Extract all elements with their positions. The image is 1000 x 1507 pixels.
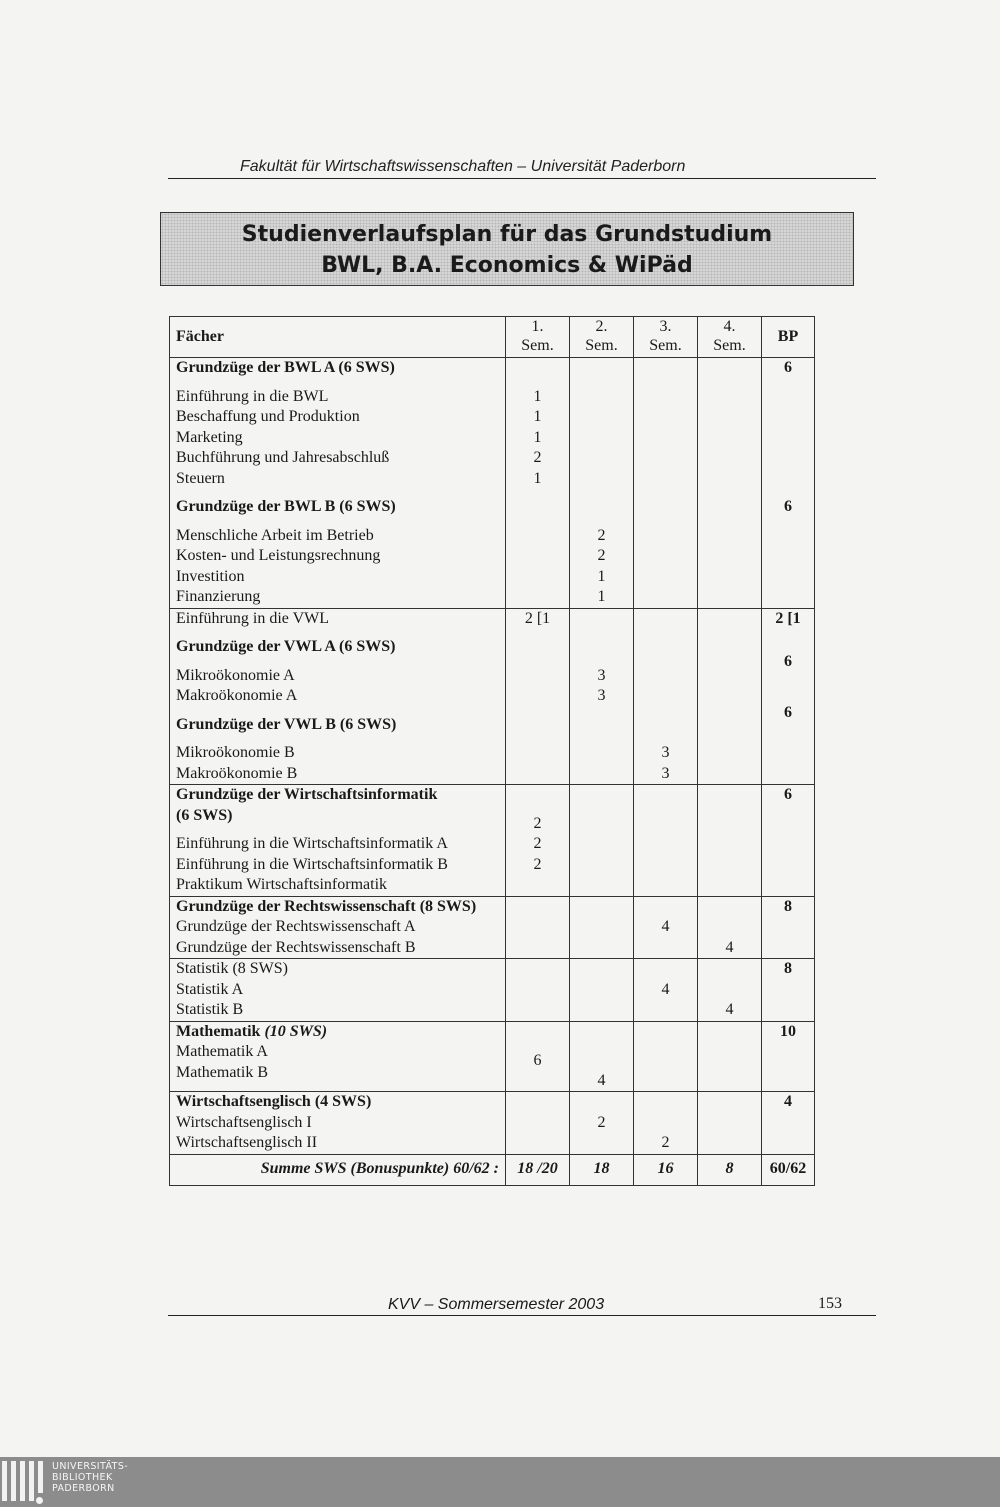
bp-cell-bwl	[762, 358, 815, 609]
title-box	[160, 212, 854, 286]
sem4-cell-bwl	[698, 358, 762, 609]
subject-vwl-intro: Einführung in die VWL	[176, 609, 330, 627]
footer-rule	[168, 1315, 876, 1316]
group-title-vwl-b: Grundzüge der VWL B (6 SWS)	[176, 715, 397, 733]
table-row-vwl	[170, 608, 815, 785]
col-header-sem-3	[634, 317, 698, 358]
sem2-cell-eng	[570, 1092, 634, 1155]
sem2-cell-wi	[570, 785, 634, 897]
value: 4	[597, 1071, 606, 1089]
value: 2	[597, 526, 606, 544]
subject-bwl-a-1: Einführung in die BWL	[176, 387, 329, 405]
sem4-cell-eng	[698, 1092, 762, 1155]
value: 1	[597, 567, 606, 585]
sem-1-label: Sem.	[521, 337, 554, 354]
subject-stat-1: Statistik A	[176, 980, 244, 998]
sem1-cell-eng	[506, 1092, 570, 1155]
sem1-cell-stat	[506, 959, 570, 1022]
subject-cell-rw	[170, 896, 506, 959]
value: 4	[661, 980, 670, 998]
subject-cell-math	[170, 1021, 506, 1092]
sem-1-number: 1.	[531, 318, 544, 335]
subject-bwl-b-3: Investition	[176, 567, 245, 585]
sem3-cell-stat	[634, 959, 698, 1022]
title-line-1: Studienverlaufsplan für das Grundstudium	[241, 222, 773, 247]
sum-sem-3: 16	[634, 1154, 698, 1185]
subject-cell-bwl	[170, 358, 506, 609]
value: 3	[597, 666, 606, 684]
title-line-2: BWL, B.A. Economics & WiPäd	[321, 253, 693, 278]
page-header: Fakultät für Wirtschaftswissenschaften – Universität Paderborn	[240, 158, 686, 175]
bp-cell-vwl	[762, 608, 815, 785]
bp-math: 10	[780, 1022, 796, 1040]
bp-rw: 8	[784, 897, 792, 915]
bp-cell-math	[762, 1021, 815, 1092]
subject-math-2: Mathematik B	[176, 1063, 268, 1081]
bp-stat: 8	[784, 960, 792, 977]
group-title-bwl-b: Grundzüge der BWL B (6 SWS)	[176, 498, 396, 515]
sem-3-label: Sem.	[649, 337, 682, 354]
group-title-vwl-a: Grundzüge der VWL A (6 SWS)	[176, 638, 396, 655]
page-footer: KVV – Sommersemester 2003	[388, 1296, 605, 1313]
bp-bwl-b: 6	[784, 498, 792, 515]
sum-sem-4: 8	[698, 1154, 762, 1185]
value: 2	[597, 547, 606, 564]
sem3-cell-rw	[634, 896, 698, 959]
sem1-cell-rw	[506, 896, 570, 959]
table-row-math	[170, 1021, 815, 1092]
table-row-sum	[170, 1154, 815, 1185]
sem2-cell-rw	[570, 896, 634, 959]
sem-2-label: Sem.	[585, 337, 618, 354]
subject-vwl-b-1: Mikroökonomie B	[176, 744, 295, 761]
page-number: 153	[818, 1295, 842, 1312]
group-title-wi: Grundzüge der Wirtschaftsinformatik	[176, 786, 438, 803]
math-title: Mathematik	[176, 1022, 261, 1040]
sem4-cell-wi	[698, 785, 762, 897]
value: 1	[533, 469, 542, 487]
group-title-stat: Statistik (8 SWS)	[176, 960, 289, 977]
sem1-cell-math	[506, 1021, 570, 1092]
sem3-cell-vwl	[634, 608, 698, 785]
subject-bwl-a-5: Steuern	[176, 469, 225, 487]
value: 2 [1	[524, 609, 551, 627]
sem-3-number: 3.	[659, 318, 672, 335]
subject-bwl-a-4: Buchführung und Jahresabschluß	[176, 449, 390, 466]
bp-vwl-intro: 2 [1	[775, 609, 801, 627]
group-title-rw: Grundzüge der Rechtswissenschaft (8 SWS)	[176, 897, 477, 915]
sem3-cell-wi	[634, 785, 698, 897]
col-header-sem-1	[506, 317, 570, 358]
bp-vwl-b: 6	[784, 703, 792, 721]
sem2-cell-bwl	[570, 358, 634, 609]
subject-rw-1: Grundzüge der Rechtswissenschaft A	[176, 918, 416, 935]
col-header-bp: BP	[762, 317, 815, 358]
sem2-cell-stat	[570, 959, 634, 1022]
value: 6	[533, 1052, 542, 1069]
value: 4	[725, 938, 734, 956]
value: 2	[533, 449, 542, 466]
subject-vwl-b-2: Makroökonomie B	[176, 764, 298, 782]
sem1-cell-vwl	[506, 608, 570, 785]
library-logo-dot	[36, 1497, 43, 1504]
subject-bwl-a-3: Marketing	[176, 428, 243, 446]
col-header-subjects: Fächer	[170, 317, 506, 358]
sem4-cell-rw	[698, 896, 762, 959]
group-title-bwl-a: Grundzüge der BWL A (6 SWS)	[176, 359, 395, 376]
subject-math-1: Mathematik A	[176, 1043, 268, 1060]
math-title-sws: (10 SWS)	[264, 1022, 328, 1040]
bp-cell-stat	[762, 959, 815, 1022]
header-rule	[168, 178, 876, 179]
col-header-sem-4	[698, 317, 762, 358]
table-row-rw	[170, 896, 815, 959]
subject-stat-2: Statistik B	[176, 1001, 244, 1018]
subject-vwl-a-1: Mikroökonomie A	[176, 666, 295, 684]
value: 1	[597, 588, 606, 605]
subject-bwl-b-4: Finanzierung	[176, 588, 261, 605]
subject-cell-vwl	[170, 608, 506, 785]
sum-bp: 60/62	[762, 1154, 815, 1185]
value: 3	[661, 744, 670, 761]
subject-bwl-a-2: Beschaffung und Produktion	[176, 408, 360, 425]
subject-vwl-a-2: Makroökonomie A	[176, 687, 298, 704]
value: 1	[533, 428, 542, 446]
sem4-cell-stat	[698, 959, 762, 1022]
value: 1	[533, 408, 542, 425]
sem4-cell-math	[698, 1021, 762, 1092]
subject-wi-2: Einführung in die Wirtschaftsinformatik B	[176, 855, 448, 873]
table-row-wi	[170, 785, 815, 897]
bp-vwl-a: 6	[784, 652, 792, 670]
sem4-cell-vwl	[698, 608, 762, 785]
value: 4	[725, 1001, 734, 1018]
sem-2-number: 2.	[595, 318, 608, 335]
library-name-line-2: BIBLIOTHEK	[52, 1472, 113, 1483]
table-row-stat	[170, 959, 815, 1022]
subject-bwl-b-2: Kosten- und Leistungsrechnung	[176, 547, 381, 564]
sum-sem-1: 18 /20	[506, 1154, 570, 1185]
sem3-cell-eng	[634, 1092, 698, 1155]
table-row-bwl	[170, 358, 815, 609]
bp-cell-eng	[762, 1092, 815, 1155]
subject-eng-1: Wirtschaftsenglisch I	[176, 1113, 312, 1131]
sem3-cell-bwl	[634, 358, 698, 609]
group-title-eng: Wirtschaftsenglisch (4 SWS)	[176, 1093, 372, 1110]
library-name	[52, 1461, 128, 1494]
subject-wi-1: Einführung in die Wirtschaftsinformatik A	[176, 835, 448, 852]
sem1-cell-wi	[506, 785, 570, 897]
bp-wi: 6	[784, 786, 792, 803]
table-row-eng	[170, 1092, 815, 1155]
sem2-cell-math	[570, 1021, 634, 1092]
value: 2	[533, 814, 542, 832]
bp-bwl-a: 6	[784, 359, 792, 376]
study-plan-table	[169, 316, 815, 1186]
subject-rw-2: Grundzüge der Rechtswissenschaft B	[176, 938, 416, 956]
group-title-math	[176, 1022, 499, 1043]
value: 3	[597, 687, 606, 704]
sem-4-label: Sem.	[713, 337, 746, 354]
table-header-row	[170, 317, 815, 358]
subject-eng-2: Wirtschaftsenglisch II	[176, 1134, 318, 1151]
sem2-cell-vwl	[570, 608, 634, 785]
sem3-cell-math	[634, 1021, 698, 1092]
library-banner	[0, 1457, 1000, 1507]
value: 2	[533, 835, 542, 852]
value: 2	[597, 1113, 606, 1131]
bp-cell-wi	[762, 785, 815, 897]
library-name-line-1: UNIVERSITÄTS-	[52, 1461, 129, 1472]
value: 2	[533, 855, 542, 873]
bp-cell-rw	[762, 896, 815, 959]
subject-cell-eng	[170, 1092, 506, 1155]
subject-wi-3: Praktikum Wirtschaftsinformatik	[176, 876, 388, 893]
col-header-sem-2	[570, 317, 634, 358]
subject-cell-stat	[170, 959, 506, 1022]
value: 3	[661, 764, 670, 782]
value: 4	[661, 918, 670, 935]
sem-4-number: 4.	[723, 318, 736, 335]
value: 2	[661, 1134, 670, 1151]
group-title-wi-sws: (6 SWS)	[176, 806, 233, 824]
library-name-line-3: PADERBORN	[52, 1483, 115, 1494]
sum-sem-2: 18	[570, 1154, 634, 1185]
sem1-cell-bwl	[506, 358, 570, 609]
value: 1	[533, 387, 542, 405]
bp-eng: 4	[784, 1093, 792, 1110]
subject-bwl-b-1: Menschliche Arbeit im Betrieb	[176, 526, 374, 544]
sum-label: Summe SWS (Bonuspunkte) 60/62 :	[170, 1154, 506, 1185]
subject-cell-wi	[170, 785, 506, 897]
